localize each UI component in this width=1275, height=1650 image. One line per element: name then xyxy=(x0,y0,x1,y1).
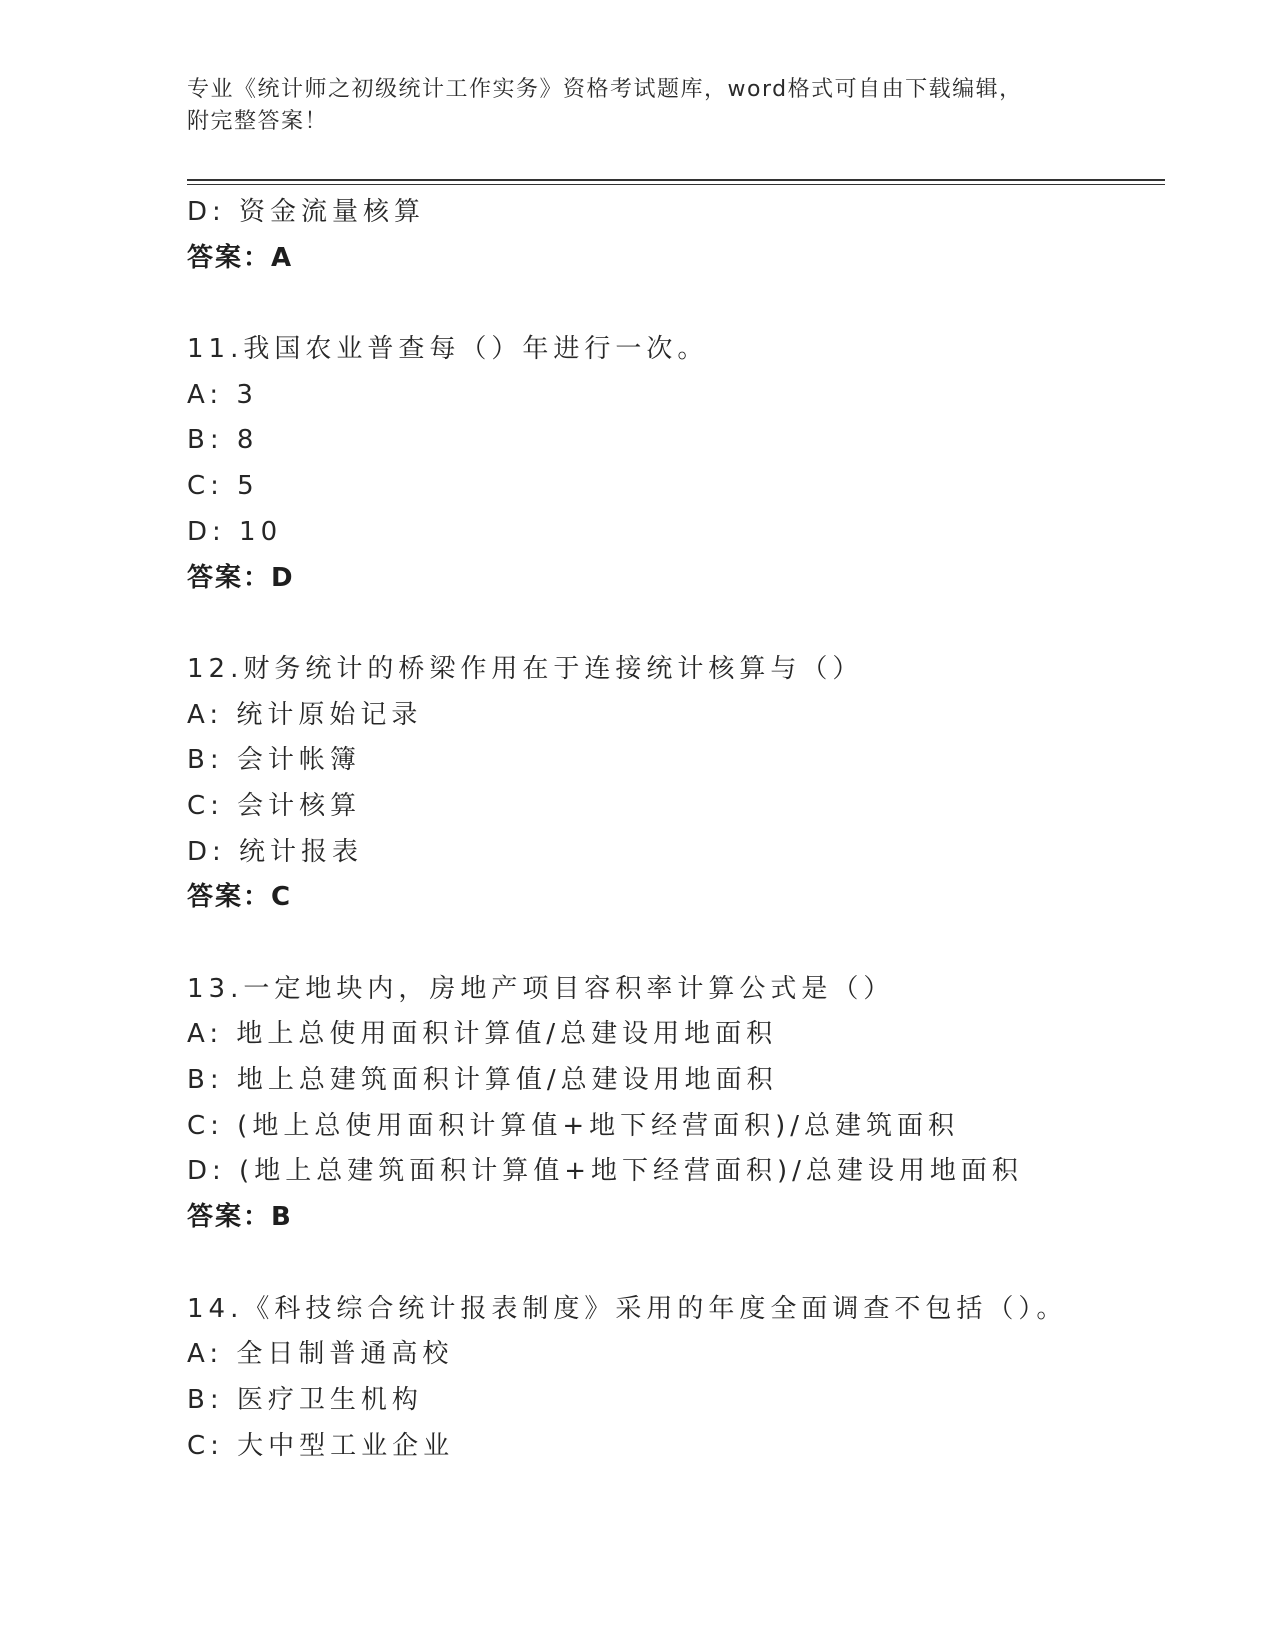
question-13 xyxy=(187,967,1147,1241)
option-b: B: 8 xyxy=(187,425,259,456)
answer-line: 答案：A xyxy=(187,242,294,273)
option-d: D: 统计报表 xyxy=(187,836,364,867)
question-stem: 12.财务统计的桥梁作用在于连接统计核算与（） xyxy=(187,653,864,684)
option-d: D: (地上总建筑面积计算值+地下经营面积)/总建设用地面积 xyxy=(187,1156,1023,1187)
answer-line: 答案：D xyxy=(187,562,295,593)
option-b: B: 医疗卫生机构 xyxy=(187,1384,423,1415)
question-stem: 13.一定地块内，房地产项目容积率计算公式是（） xyxy=(187,973,895,1004)
document-header xyxy=(187,74,1087,138)
option-c: C: 会计核算 xyxy=(187,790,362,821)
header-divider-thin xyxy=(187,184,1165,185)
option-c: C: 5 xyxy=(187,471,259,502)
option-a: A: 3 xyxy=(187,379,258,410)
previous-question-tail xyxy=(187,190,1147,281)
spacer xyxy=(187,601,1147,647)
question-14 xyxy=(187,1287,1147,1470)
header-divider-thick xyxy=(187,179,1165,181)
option-b: B: 地上总建筑面积计算值/总建设用地面积 xyxy=(187,1065,778,1096)
question-12 xyxy=(187,647,1147,921)
question-11 xyxy=(187,327,1147,601)
spacer xyxy=(187,921,1147,967)
option-b: B: 会计帐簿 xyxy=(187,745,361,776)
question-stem: 14.《科技综合统计报表制度》采用的年度全面调查不包括（）。 xyxy=(187,1293,1068,1324)
option-c: C: 大中型工业企业 xyxy=(187,1430,455,1461)
spacer xyxy=(187,1241,1147,1287)
option-a: A: 统计原始记录 xyxy=(187,699,423,730)
header-line-2: 附完整答案！ xyxy=(187,109,329,134)
document-body xyxy=(187,190,1147,1469)
option-a: A: 全日制普通高校 xyxy=(187,1339,454,1370)
option-a: A: 地上总使用面积计算值/总建设用地面积 xyxy=(187,1019,778,1050)
option-d: D: 10 xyxy=(187,516,283,547)
option-d: D: 资金流量核算 xyxy=(187,197,426,227)
answer-line: 答案：C xyxy=(187,882,293,913)
spacer xyxy=(187,281,1147,327)
answer-line: 答案：B xyxy=(187,1202,293,1233)
option-c: C: (地上总使用面积计算值+地下经营面积)/总建筑面积 xyxy=(187,1110,960,1141)
header-line-1: 专业《统计师之初级统计工作实务》资格考试题库，word格式可自由下载编辑， xyxy=(187,77,1023,102)
question-stem: 11.我国农业普查每（）年进行一次。 xyxy=(187,334,709,365)
